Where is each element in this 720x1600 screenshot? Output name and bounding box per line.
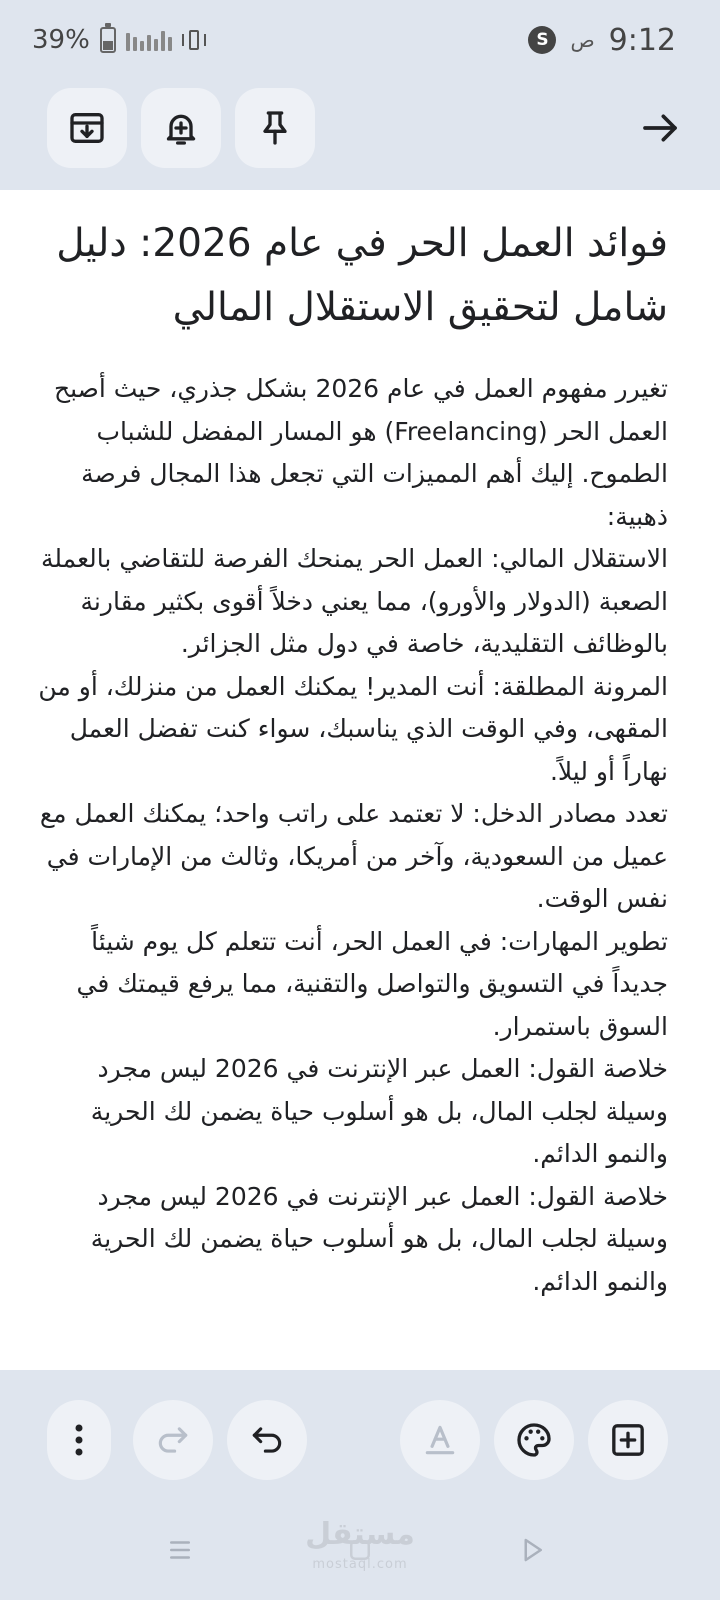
redo-icon: [154, 1421, 192, 1459]
recent-apps-button[interactable]: [160, 1530, 200, 1570]
add-box-icon: [608, 1420, 648, 1460]
watermark-subtext: mostaql.com: [312, 1557, 408, 1572]
redo-button[interactable]: [133, 1400, 213, 1480]
text-format-button[interactable]: [400, 1400, 480, 1480]
note-title[interactable]: فوائد العمل الحر في عام 2026: دليل شامل لتحقيق الاستقلال المالي: [56, 221, 668, 330]
battery-icon: [100, 27, 116, 53]
text-format-icon: [421, 1421, 459, 1459]
status-bar: [0, 0, 720, 80]
watermark-text: مستقل: [305, 1517, 415, 1552]
pin-button[interactable]: [235, 88, 315, 168]
add-reminder-button[interactable]: [141, 88, 221, 168]
palette-icon: [514, 1420, 554, 1460]
vibrate-icon: [182, 29, 206, 51]
add-content-button[interactable]: [588, 1400, 668, 1480]
note-paragraph: تغيرر مفهوم العمل في عام 2026 بشكل جذري، حيث أصبح العمل الحر (Freelancing) هو المسار المفضل للشباب الطموح. إليك أهم المميزات التي تجعل هذا المجال فرصة ذهبية:: [53, 374, 668, 531]
note-paragraph: المرونة المطلقة: أنت المدير! يمكنك العمل من منزلك، أو من المقهى، وفي الوقت الذي يناسبك، سواء كنت تفضل العمل نهاراً أو ليلاً.: [38, 671, 668, 786]
note-paragraph: تعدد مصادر الدخل: لا تعتمد على راتب واحد؛ يمكنك العمل مع عميل من السعودية، وآخر من أمريكا، وثالث من الإمارات في نفس الوقت.: [39, 799, 668, 913]
back-triangle-icon: [517, 1535, 547, 1565]
status-right: [528, 20, 676, 60]
note-paragraph: تطوير المهارات: في العمل الحر، أنت تتعلم كل يوم شيئاً جديداً في التسويق والتواصل والتقنية، مما يرفع قيمتك في السوق باستمرار.: [76, 926, 668, 1041]
back-button[interactable]: [632, 100, 688, 156]
add-reminder-icon: [161, 108, 201, 148]
archive-button[interactable]: [47, 88, 127, 168]
status-left: [32, 22, 206, 58]
note-body[interactable]: [30, 368, 668, 1303]
note-paragraph: خلاصة القول: العمل عبر الإنترنت في 2026 ليس مجرد وسيلة لجلب المال، بل هو أسلوب حياة يضمن لك الحرية والنمو الدائم.: [90, 1181, 668, 1296]
note-editor[interactable]: [0, 190, 720, 1370]
back-nav-button[interactable]: [512, 1530, 552, 1570]
back-arrow-icon: [640, 108, 680, 148]
undo-icon: [248, 1421, 286, 1459]
background-color-button[interactable]: [494, 1400, 574, 1480]
watermark: [290, 1517, 430, 1580]
archive-icon: [67, 108, 107, 148]
pin-icon: [255, 108, 295, 148]
status-ampm: ص: [570, 28, 595, 52]
undo-button[interactable]: [227, 1400, 307, 1480]
more-options-icon: [73, 1422, 85, 1458]
note-paragraph: الاستقلال المالي: العمل الحر يمنحك الفرصة للتقاضي بالعملة الصعبة (الدولار والأورو)، مما يعني دخلاً أقوى بكثير مقارنة بالوظائف التقليدية، خاصة في دول مثل الجزائر.: [40, 544, 668, 658]
status-time: 9:12: [608, 22, 676, 58]
more-options-button[interactable]: [47, 1400, 111, 1480]
signal-icon: [126, 29, 172, 51]
top-toolbar: [0, 80, 720, 190]
app-notification-icon: S: [528, 26, 556, 54]
bottom-toolbar: [0, 1370, 720, 1500]
battery-percentage: 39%: [32, 25, 90, 55]
recent-apps-icon: [165, 1535, 195, 1565]
note-paragraph: خلاصة القول: العمل عبر الإنترنت في 2026 ليس مجرد وسيلة لجلب المال، بل هو أسلوب حياة يضمن لك الحرية والنمو الدائم.: [90, 1054, 668, 1168]
